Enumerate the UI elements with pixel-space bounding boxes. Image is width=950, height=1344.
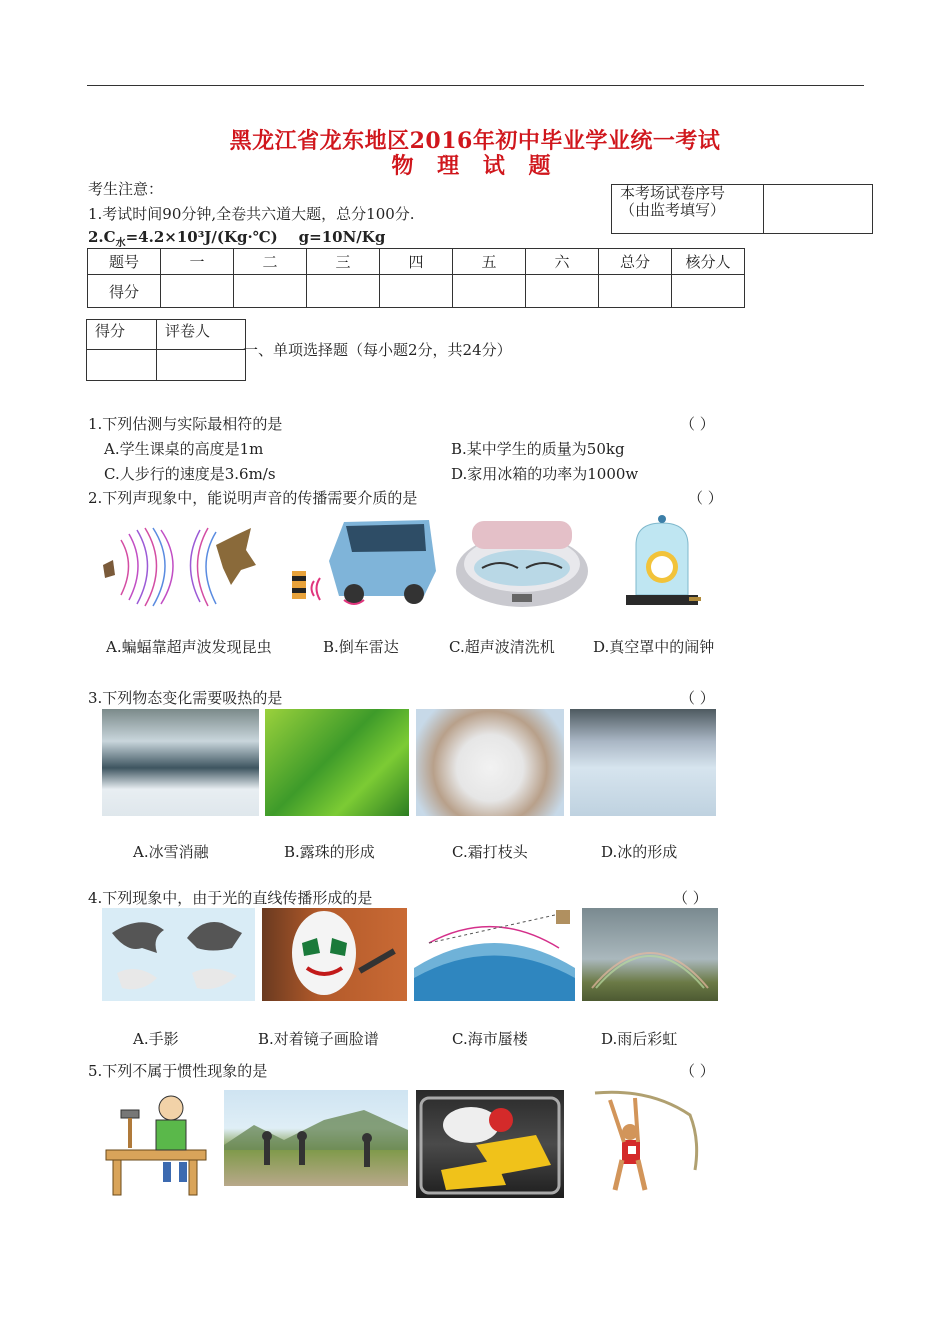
- q1-option-b: B.某中学生的质量为50kg: [451, 440, 625, 458]
- q4-mirage-image: [414, 908, 575, 1001]
- q3-ice-sculpture-image: [570, 709, 716, 816]
- score-cell[interactable]: [672, 275, 745, 308]
- top-rule: [87, 85, 864, 86]
- q3-dew-image: [265, 709, 409, 816]
- score-header-cell: 核分人: [672, 249, 745, 275]
- seat-number-box: [611, 184, 873, 234]
- score-cell[interactable]: [526, 275, 599, 308]
- score-header-cell: 总分: [599, 249, 672, 275]
- q5-answer-paren[interactable]: （ ）: [680, 1062, 715, 1080]
- q3-ice-melting-image: [102, 709, 259, 816]
- q2-ultrasonic-cleaner-image: [452, 516, 592, 611]
- q5-hammer-image: [101, 1090, 212, 1198]
- q4-hand-shadow-image: [102, 908, 255, 1001]
- score-cell[interactable]: [453, 275, 526, 308]
- score-header-cell: 题号: [88, 249, 161, 275]
- notice-item-2: $2.C_水=4.2\times 10^3J/(Kg\cdot℃)$ g=10N/Kg: [88, 228, 386, 249]
- grader-score-label: 得分: [87, 320, 157, 350]
- score-cell[interactable]: [161, 275, 234, 308]
- q2-option-c: C.超声波清洗机: [449, 638, 555, 656]
- q2-vacuum-bell-image: [621, 515, 703, 611]
- score-header-cell: 六: [526, 249, 599, 275]
- seat-label-line2: （由监考填写）: [620, 201, 726, 219]
- section1-title: 一、单项选择题（每小题2分，共24分）: [243, 341, 512, 359]
- score-header-cell: 二: [234, 249, 307, 275]
- q3-answer-paren[interactable]: （ ）: [680, 689, 715, 707]
- q3-option-d: D.冰的形成: [601, 843, 678, 861]
- q4-option-b: B.对着镜子画脸谱: [258, 1030, 379, 1048]
- q1-stem: 1.下列估测与实际最相符的是: [88, 415, 283, 433]
- grader-score-cell[interactable]: [87, 350, 157, 381]
- score-cell[interactable]: [599, 275, 672, 308]
- q1-option-c: C.人步行的速度是3.6m/s: [104, 465, 276, 483]
- q1-option-d: D.家用冰箱的功率为1000w: [451, 465, 639, 483]
- notice-item-1: 1.考试时间90分钟,全卷共六道大题，总分100分.: [88, 205, 415, 223]
- q4-option-a: A.手影: [133, 1030, 179, 1048]
- q2-bat-image: [101, 520, 261, 610]
- q4-option-c: C.海市蜃楼: [452, 1030, 528, 1048]
- grader-name-label: 评卷人: [157, 320, 246, 350]
- q5-scooter-image: [224, 1090, 408, 1186]
- seat-label-line1: 本考场试卷序号: [620, 184, 726, 202]
- seat-number-input[interactable]: [764, 185, 873, 234]
- q2-option-d: D.真空罩中的闹钟: [593, 638, 715, 656]
- score-header-cell: 一: [161, 249, 234, 275]
- score-table: [87, 248, 745, 308]
- q3-option-c: C.霜打枝头: [452, 843, 528, 861]
- q4-stem: 4.下列现象中，由于光的直线传播形成的是: [88, 889, 373, 907]
- seat-number-label: [612, 185, 764, 234]
- q2-option-b: B.倒车雷达: [323, 638, 399, 656]
- q3-option-b: B.露珠的形成: [284, 843, 375, 861]
- q4-option-d: D.雨后彩虹: [601, 1030, 678, 1048]
- q2-answer-paren[interactable]: （ ）: [688, 489, 723, 507]
- score-header-cell: 三: [307, 249, 380, 275]
- q3-stem: 3.下列物态变化需要吸热的是: [88, 689, 283, 707]
- q5-pole-vault-image: [590, 1090, 700, 1198]
- score-cell[interactable]: [380, 275, 453, 308]
- grader-box: [86, 319, 246, 381]
- score-header-cell: 四: [380, 249, 453, 275]
- q1-option-a: A.学生课桌的高度是1m: [104, 440, 264, 458]
- q2-car-radar-image: [284, 516, 439, 610]
- score-row-label: 得分: [88, 275, 161, 308]
- q1-answer-paren[interactable]: （ ）: [680, 415, 715, 433]
- score-cell[interactable]: [234, 275, 307, 308]
- score-cell[interactable]: [307, 275, 380, 308]
- q2-option-a: A.蝙蝠靠超声波发现昆虫: [106, 638, 272, 656]
- score-header-cell: 五: [453, 249, 526, 275]
- q5-airbag-image: [416, 1090, 564, 1198]
- q3-frost-image: [416, 709, 564, 816]
- exam-title: 黑龙江省龙东地区2016年初中毕业学业统一考试: [229, 128, 721, 154]
- q2-stem: 2.下列声现象中，能说明声音的传播需要介质的是: [88, 489, 418, 507]
- exam-subtitle: 物 理 试 题: [391, 153, 559, 179]
- q5-stem: 5.下列不属于惯性现象的是: [88, 1062, 268, 1080]
- notice-heading: 考生注意：: [88, 180, 164, 198]
- q4-face-painting-image: [262, 908, 407, 1001]
- grader-name-cell[interactable]: [157, 350, 246, 381]
- q4-answer-paren[interactable]: （ ）: [673, 889, 708, 907]
- q4-rainbow-image: [582, 908, 718, 1001]
- q3-option-a: A.冰雪消融: [133, 843, 209, 861]
